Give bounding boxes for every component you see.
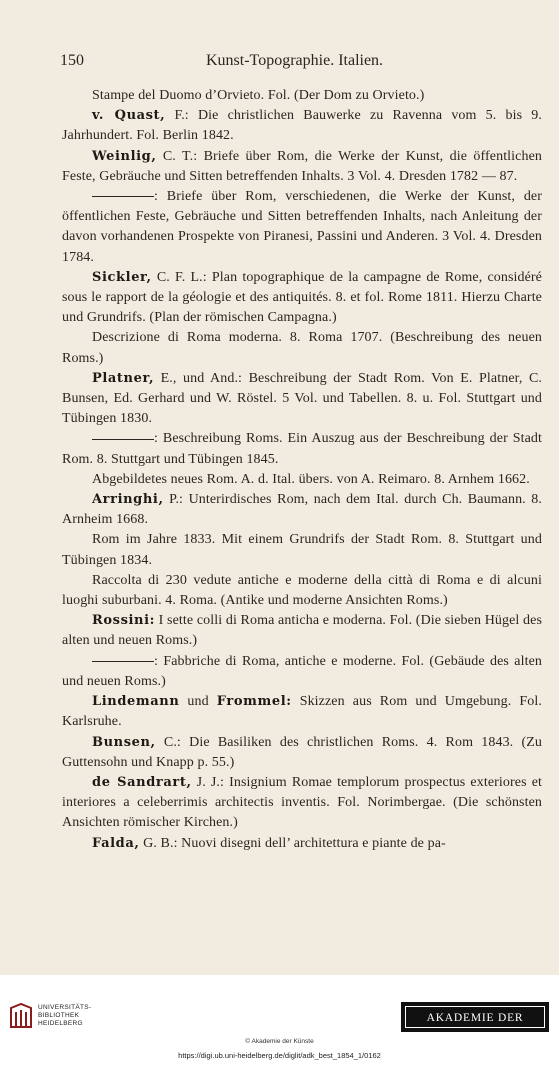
bibliography-entry (62, 147, 542, 187)
bibliography-entry (62, 733, 542, 773)
library-emblem-icon (8, 1002, 34, 1030)
bibliography-entry (62, 328, 542, 368)
entry-author: Lindemann (92, 694, 180, 710)
entry-text: G. B.: Nuovi disegni dell’ architettura e piante de pa- (139, 835, 446, 851)
university-library-logo[interactable] (8, 1000, 128, 1034)
entry-text: C. T.: Briefe über Rom, die Werke der Kunst, die öffentlichen Feste, Gebräuche und Sitten betreffenden Inhalts. 3 Vol. 4. Dresden 1782 — 87. (62, 148, 542, 184)
bibliography-entry (62, 369, 542, 430)
running-title: Kunst-Topographie. Italien. (206, 52, 384, 69)
entry-text: Abgebildetes neues Rom. A. d. Ital. übers. von A. Reimaro. 8. Arnhem 1662. (92, 471, 530, 487)
bibliography-entry (62, 530, 542, 570)
academy-logo-text: AKADEMIE DER KÜNSTE (405, 1006, 545, 1028)
bibliography-entry (62, 187, 542, 268)
entry-conjunction: und (179, 694, 217, 710)
entry-text: Raccolta di 230 vedute antiche e moderne della città di Roma e di alcuni luoghi suburbani. 4. Roma. (Antike und moderne Ansichten Roms.) (62, 572, 542, 609)
running-header (60, 52, 539, 72)
page-number: 150 (60, 52, 84, 69)
bibliography-entry (62, 571, 542, 611)
entry-text: C.: Die Basiliken des christlichen Roms. 4. Rom 1843. (Zu Guttensohn und Knapp p. 55.) (62, 734, 542, 770)
entry-text: I sette colli di Roma anticha e moderna. Fol. (Die sieben Hügel des alten und neuen Roms.) (62, 613, 542, 649)
entry-text: : Fabbriche di Roma, antiche e moderne. Fol. (Gebäude des alten und neuen Roms.) (62, 653, 542, 689)
entry-text: Stampe del Duomo d’Orvieto. Fol. (Der Dom zu Orvieto.) (92, 88, 425, 103)
bibliography-entry (62, 611, 542, 651)
ditto-dash (92, 196, 154, 197)
bibliography-entry (62, 652, 542, 692)
ditto-dash (92, 661, 154, 662)
entry-text: : Beschreibung Roms. Ein Auszug aus der Beschreibung der Stadt Rom. 8. Stuttgart und Tübingen 1845. (62, 431, 542, 467)
bibliography-entry (62, 470, 542, 490)
entry-author: Bunsen, (92, 734, 156, 750)
entry-text: Skizzen aus Rom und Umgebung. Fol. Karlsruhe. (62, 694, 542, 730)
entry-author: Sickler, (92, 269, 152, 285)
bibliography-entry (62, 268, 542, 329)
bibliography-entry (62, 834, 542, 854)
entry-text: J. J.: Insignium Romae templorum prospectus exteriores et interiores a celeberrimis architectis inventis. Fol. Norimbergae. (Die schönsten Ansichten römischer Kirchen.) (62, 774, 542, 831)
source-url[interactable]: https://digi.ub.uni-heidelberg.de/diglit/adk_best_1854_1/0162 (178, 1051, 381, 1060)
bibliography-entry (62, 773, 542, 834)
entry-text: P.: Unterirdisches Rom, nach dem Ital. durch Ch. Baumann. 8. Arnheim 1668. (62, 492, 542, 528)
entry-author: Falda, (92, 835, 140, 851)
entry-text: F.: Die christlichen Bauwerke zu Ravenna vom 5. bis 9. Jahrhundert. Fol. Berlin 1842. (62, 108, 542, 144)
entry-text: Rom im Jahre 1833. Mit einem Grundrifs der Stadt Rom. 8. Stuttgart und Tübingen 1834. (62, 532, 542, 568)
entry-author: Weinlig, (92, 148, 157, 164)
entry-author: Rossini: (92, 613, 156, 629)
bibliography-entry (62, 429, 542, 469)
bibliography-entry (62, 490, 542, 530)
bibliography-entry (62, 86, 542, 106)
entry-text: E., und And.: Beschreibung der Stadt Rom. Von E. Platner, C. Bunsen, Ed. Gerhard und W. Röstel. 5 Vol. und Tabellen. 8. u. Fol. Stuttgart und Tübingen 1830. (62, 370, 542, 427)
entry-author: Frommel: (216, 694, 292, 710)
academy-logo[interactable] (401, 1002, 549, 1046)
library-logo-text: UNIVERSITÄTS- BIBLIOTHEK HEIDELBERG (38, 1004, 92, 1027)
entry-author: Arringhi, (92, 492, 164, 508)
entry-text: Descrizione di Roma moderna. 8. Roma 1707. (Beschreibung des neuen Roms.) (62, 330, 542, 366)
entry-author: de Sandrart, (92, 774, 192, 790)
entry-author: Platner, (92, 370, 155, 386)
copyright-notice: © Akademie der Künste (245, 1038, 314, 1045)
entry-author: v. Quast, (92, 108, 166, 124)
ditto-dash (92, 439, 154, 440)
bibliography-text (62, 86, 542, 854)
entry-text: C. F. L.: Plan topographique de la campagne de Rome, considéré sous le rapport de la géologie et des antiquités. 8. et fol. Rome 1811. Hierzu Charte und Grundrifs. (Plan der römischen Campagna.) (62, 269, 542, 326)
bibliography-entry (62, 692, 542, 732)
entry-text: : Briefe über Rom, verschiedenen, die Werke der Kunst, der öffentlichen Feste, Gebräuche und Sitten betreffenden Inhalts, nach Anleitung der davon vorhandenen Prospekte von Piranesi, Passini und Anderen. 3 Vol. 4. Dresden 1784. (62, 189, 542, 265)
bibliography-entry (62, 106, 542, 146)
